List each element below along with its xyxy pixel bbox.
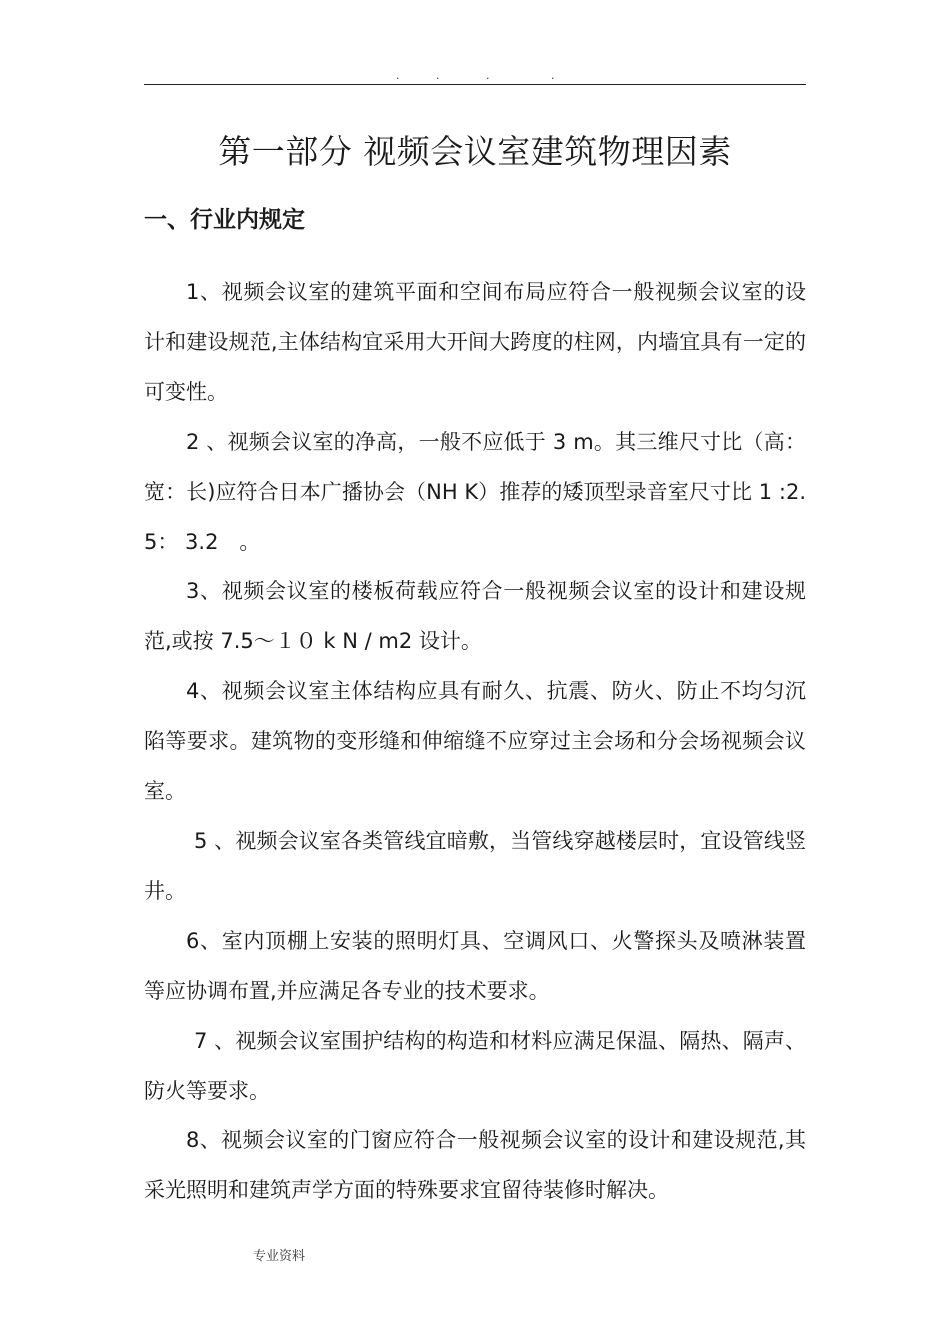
header-dot: . [551, 69, 555, 82]
document-body [144, 268, 806, 1216]
paragraph-1: 1、视频会议室的建筑平面和空间布局应符合一般视频会议室的设计和建设规范,主体结构宜采用大开间大跨度的柱网，内墙宜具有一定的可变性。 [144, 280, 806, 404]
paragraph-3: 3、视频会议室的楼板荷载应符合一般视频会议室的设计和建设规范,或按 7.5～１０ k N / m2 设计。 [144, 579, 806, 654]
paragraph-5: 5 、视频会议室各类管线宜暗敷，当管线穿越楼层时，宜设管线竖井。 [144, 828, 806, 903]
document-title: 第一部分 视频会议室建筑物理因素 [218, 132, 732, 171]
paragraph-6: 6、室内顶棚上安装的照明灯具、空调风口、火警探头及喷淋装置等应协调布置,并应满足各专业的技术要求。 [144, 928, 806, 1003]
header-dot: . [436, 69, 440, 82]
header-dot: . [486, 69, 490, 82]
paragraph-4: 4、视频会议室主体结构应具有耐久、抗震、防火、防止不均匀沉陷等要求。建筑物的变形缝和伸缩缝不应穿过主会场和分会场视频会议室。 [144, 679, 806, 804]
page-header-dots [144, 70, 806, 82]
paragraph-8: 8、视频会议室的门窗应符合一般视频会议室的设计和建设规范,其采光照明和建筑声学方面的特殊要求宜留待装修时解决。 [144, 1128, 806, 1203]
section-heading: 一、行业内规定 [144, 207, 305, 233]
header-rule [144, 84, 806, 85]
page-footer: 专业资料 [253, 1249, 306, 1264]
header-dot: . [396, 69, 400, 82]
paragraph-7: 7 、视频会议室围护结构的构造和材料应满足保温、隔热、隔声、防火等要求。 [144, 1028, 806, 1103]
paragraph-2: 2 、视频会议室的净高，一般不应低于 3 m。其三维尺寸比（高：宽：长)应符合日本广播协会（NH K）推荐的矮顶型录音室尺寸比 1 :2. 5： 3.2 。 [144, 429, 806, 554]
